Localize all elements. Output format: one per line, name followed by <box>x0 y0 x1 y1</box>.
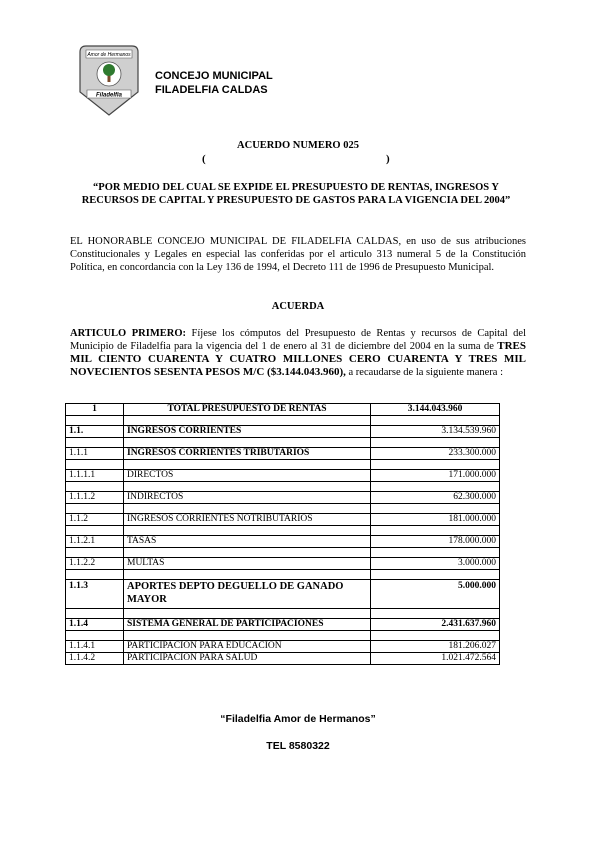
acuerda-heading: ACUERDA <box>271 301 325 312</box>
article-first-paragraph <box>70 327 526 379</box>
article-text-1: Fíjese los cómputos del Presupuesto de Rentas y recursos de Capital del Municipio de Filadelfia para la vigencia del 1 de enero al 31 de diciembre del 2004 en la suma de <box>70 328 527 352</box>
close-parenthesis: ) <box>386 153 390 165</box>
table-spacer-row <box>66 460 500 470</box>
row-name: INDIRECTOS <box>124 492 371 504</box>
open-parenthesis: ( <box>202 153 206 165</box>
row-name: INGRESOS CORRIENTES <box>124 426 371 438</box>
table-spacer-row <box>66 504 500 514</box>
row-code: 1.1.3 <box>66 580 124 609</box>
table-row <box>66 492 500 504</box>
footer-telephone: TEL 8580322 <box>266 740 330 752</box>
table-spacer-row <box>66 482 500 492</box>
table-spacer-row <box>66 526 500 536</box>
row-code: 1.1.4.1 <box>66 641 124 653</box>
agreement-subject: “POR MEDIO DEL CUAL SE EXPIDE EL PRESUPUESTO DE RENTAS, INGRESOS Y RECURSOS DE CAPITAL Y PRESUPUESTO DE GASTOS PARA LA VIGENCIA DEL 2004” <box>81 182 511 206</box>
table-row <box>66 619 500 631</box>
article-text-2: a recaudarse de la siguiente manera : <box>345 367 504 378</box>
table-row <box>66 536 500 548</box>
row-amount: 1.021.472.564 <box>371 653 500 665</box>
row-code: 1.1.2 <box>66 514 124 526</box>
row-amount: 62.300.000 <box>371 492 500 504</box>
article-amount: TRES MIL CIENTO CUARENTA Y CUATRO MILLONES CERO CUARENTA Y TRES MIL NOVECIENTOS SESENTA PESOS M/C ($3.144.043.960), <box>70 340 526 378</box>
row-name: TASAS <box>124 536 371 548</box>
table-spacer-row <box>66 609 500 619</box>
agreement-title: ACUERDO NUMERO 025 <box>237 140 359 151</box>
row-amount: 3.134.539.960 <box>371 426 500 438</box>
row-amount: 3.000.000 <box>371 558 500 570</box>
row-code: 1.1.2.1 <box>66 536 124 548</box>
row-code: 1.1.2.2 <box>66 558 124 570</box>
row-code: 1.1.4.2 <box>66 653 124 665</box>
municipal-shield-logo <box>76 42 142 118</box>
table-row <box>66 426 500 438</box>
row-name: INGRESOS CORRIENTES TRIBUTARIOS <box>124 448 371 460</box>
row-name: DIRECTOS <box>124 470 371 482</box>
council-name <box>155 69 273 97</box>
row-name: APORTES DEPTO DEGUELLO DE GANADO MAYOR <box>124 580 371 609</box>
table-row <box>66 653 500 665</box>
table-spacer-row <box>66 438 500 448</box>
row-amount: 233.300.000 <box>371 448 500 460</box>
article-label: ARTICULO PRIMERO: <box>70 328 187 339</box>
table-spacer-row <box>66 548 500 558</box>
row-name: PARTICIPACION PARA EDUCACION <box>124 641 371 653</box>
table-row <box>66 580 500 609</box>
row-amount: 178.000.000 <box>371 536 500 548</box>
table-header-row <box>66 404 500 416</box>
row-code: 1.1. <box>66 426 124 438</box>
row-code: 1.1.4 <box>66 619 124 631</box>
row-name: PARTICIPACION PARA SALUD <box>124 653 371 665</box>
header-amount: 3.144.043.960 <box>371 404 500 416</box>
table-row <box>66 558 500 570</box>
row-amount: 2.431.637.960 <box>371 619 500 631</box>
table-spacer-row <box>66 416 500 426</box>
row-name: SISTEMA GENERAL DE PARTICIPACIONES <box>124 619 371 631</box>
row-code: 1.1.1.2 <box>66 492 124 504</box>
budget-table <box>65 403 500 665</box>
row-code: 1.1.1 <box>66 448 124 460</box>
header-name: TOTAL PRESUPUESTO DE RENTAS <box>124 404 371 416</box>
table-spacer-row <box>66 631 500 641</box>
preamble-paragraph: EL HONORABLE CONCEJO MUNICIPAL DE FILADELFIA CALDAS, en uso de sus atribuciones Constitucionales y Legales en especial las conferidas por el articulo 313 numeral 5 de la Constitución Política, en concordancia con la Ley 136 de 1994, el Decreto 111 de 1996 de Presupuesto Municipal. <box>70 236 526 273</box>
svg-text:Amor de Hermanos: Amor de Hermanos <box>87 52 131 58</box>
council-line-1: CONCEJO MUNICIPAL <box>155 70 273 82</box>
row-amount: 181.206.027 <box>371 641 500 653</box>
row-name: INGRESOS CORRIENTES NOTRIBUTARIOS <box>124 514 371 526</box>
svg-text:Filadelfia: Filadelfia <box>95 92 123 99</box>
footer-motto: “Filadelfia Amor de Hermanos” <box>220 713 376 725</box>
table-row <box>66 514 500 526</box>
row-amount: 171.000.000 <box>371 470 500 482</box>
table-row <box>66 448 500 460</box>
table-spacer-row <box>66 570 500 580</box>
row-name: MULTAS <box>124 558 371 570</box>
council-line-2: FILADELFIA CALDAS <box>155 84 268 96</box>
row-code: 1.1.1.1 <box>66 470 124 482</box>
row-amount: 181.000.000 <box>371 514 500 526</box>
row-amount: 5.000.000 <box>371 580 500 609</box>
header-code: 1 <box>66 404 124 416</box>
table-row <box>66 641 500 653</box>
table-row <box>66 470 500 482</box>
